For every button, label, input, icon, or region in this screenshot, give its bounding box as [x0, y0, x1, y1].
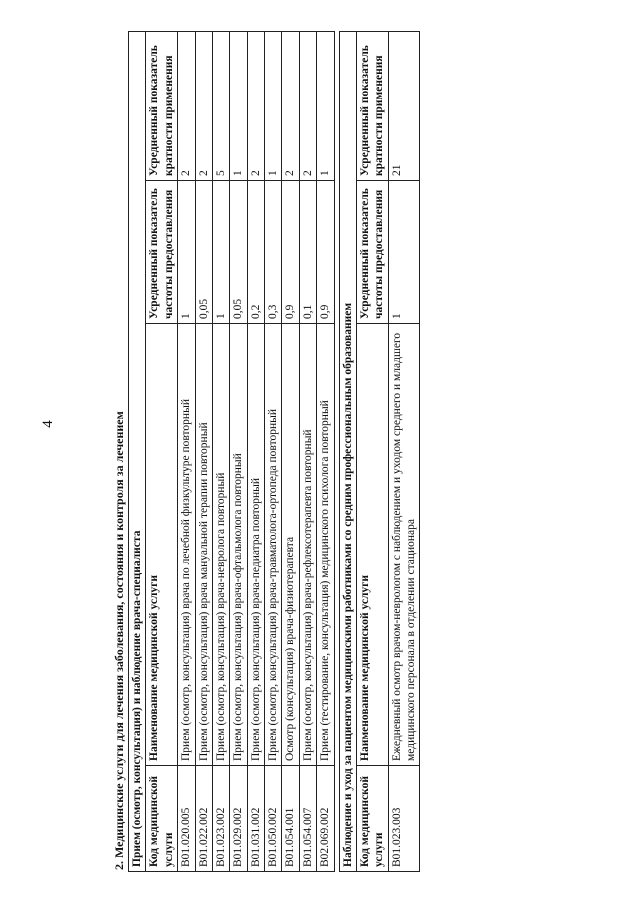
cell-code: B01.054.007	[299, 766, 316, 872]
table1-header-row	[146, 31, 178, 871]
header-multiplicity: Усредненный показатель кратности применения	[146, 31, 178, 180]
table-row	[299, 31, 316, 871]
cell-frequency: 0,1	[299, 181, 316, 324]
cell-name: Прием (осмотр, консультация) врача мануальной терапии повторный	[195, 324, 212, 766]
table-row	[212, 31, 229, 871]
cell-frequency: 0,2	[247, 181, 264, 324]
cell-frequency: 0,9	[317, 181, 334, 324]
services-table-2	[339, 31, 421, 872]
table1-subheader: Прием (осмотр, консультация) и наблюдение врача-специалиста	[129, 31, 146, 871]
table-row	[195, 31, 212, 871]
cell-frequency: 0,05	[195, 181, 212, 324]
table-row	[178, 31, 195, 871]
cell-name: Осмотр (консультация) врача-физиотерапевта	[282, 324, 299, 766]
cell-multiplicity: 5	[212, 31, 229, 180]
cell-name: Прием (осмотр, консультация) врача-офтальмолога повторный	[230, 324, 247, 766]
cell-frequency: 1	[212, 181, 229, 324]
cell-multiplicity: 2	[247, 31, 264, 180]
table2-subheader: Наблюдение и уход за пациентом медицинскими работниками со средним профессиональным образованием	[339, 31, 356, 871]
cell-code: B01.029.002	[230, 766, 247, 872]
cell-multiplicity: 1	[317, 31, 334, 180]
header-name: Наименование медицинской услуги	[356, 324, 388, 766]
header-code: Код медицинской услуги	[146, 766, 178, 872]
cell-code: B01.031.002	[247, 766, 264, 872]
header-frequency: Усредненный показатель частоты предоставления	[356, 181, 388, 324]
cell-multiplicity: 2	[195, 31, 212, 180]
cell-name: Ежедневный осмотр врачом-неврологом с наблюдением и уходом среднего и младшего медицинского персонала в отделении стационара	[388, 324, 420, 766]
page-number: 4	[40, 420, 56, 428]
cell-frequency: 1	[388, 181, 420, 324]
cell-code: B01.023.002	[212, 766, 229, 872]
cell-frequency: 0,3	[265, 181, 282, 324]
table2-header-row	[356, 31, 388, 871]
cell-frequency: 0,9	[282, 181, 299, 324]
cell-code: B01.050.002	[265, 766, 282, 872]
cell-multiplicity: 2	[282, 31, 299, 180]
cell-code: B01.023.003	[388, 766, 420, 872]
cell-name: Прием (осмотр, консультация) врача-рефлексотерапевта повторный	[299, 324, 316, 766]
cell-multiplicity: 2	[299, 31, 316, 180]
cell-multiplicity: 1	[230, 31, 247, 180]
cell-name: Прием (осмотр, консультация) врача-педиатра повторный	[247, 324, 264, 766]
services-table-1	[128, 31, 335, 872]
cell-code: B01.054.001	[282, 766, 299, 872]
cell-frequency: 1	[178, 181, 195, 324]
header-multiplicity: Усредненный показатель кратности применения	[356, 31, 388, 180]
cell-name: Прием (тестирование, консультация) медицинского психолога повторный	[317, 324, 334, 766]
cell-multiplicity: 1	[265, 31, 282, 180]
header-code: Код медицинской услуги	[356, 766, 388, 872]
header-name: Наименование медицинской услуги	[146, 324, 178, 766]
cell-name: Прием (осмотр, консультация) врача-невролога повторный	[212, 324, 229, 766]
table-row	[230, 31, 247, 871]
header-frequency: Усредненный показатель частоты предоставления	[146, 181, 178, 324]
cell-multiplicity: 2	[178, 31, 195, 180]
table-row	[282, 31, 299, 871]
table-row	[265, 31, 282, 871]
table-row	[388, 31, 420, 871]
cell-multiplicity: 21	[388, 31, 420, 180]
cell-name: Прием (осмотр, консультация) врача по лечебной физкультуре повторный	[178, 324, 195, 766]
document-content	[112, 32, 567, 872]
cell-code: B01.022.002	[195, 766, 212, 872]
cell-frequency: 0,05	[230, 181, 247, 324]
cell-name: Прием (осмотр, консультация) врача-травматолога-ортопеда повторный	[265, 324, 282, 766]
table-row	[247, 31, 264, 871]
section-title: 2. Медицинские услуги для лечения заболевания, состояния и контроля за лечением	[112, 411, 126, 870]
cell-code: B01.020.005	[178, 766, 195, 872]
cell-code: B02.069.002	[317, 766, 334, 872]
table-row	[317, 31, 334, 871]
